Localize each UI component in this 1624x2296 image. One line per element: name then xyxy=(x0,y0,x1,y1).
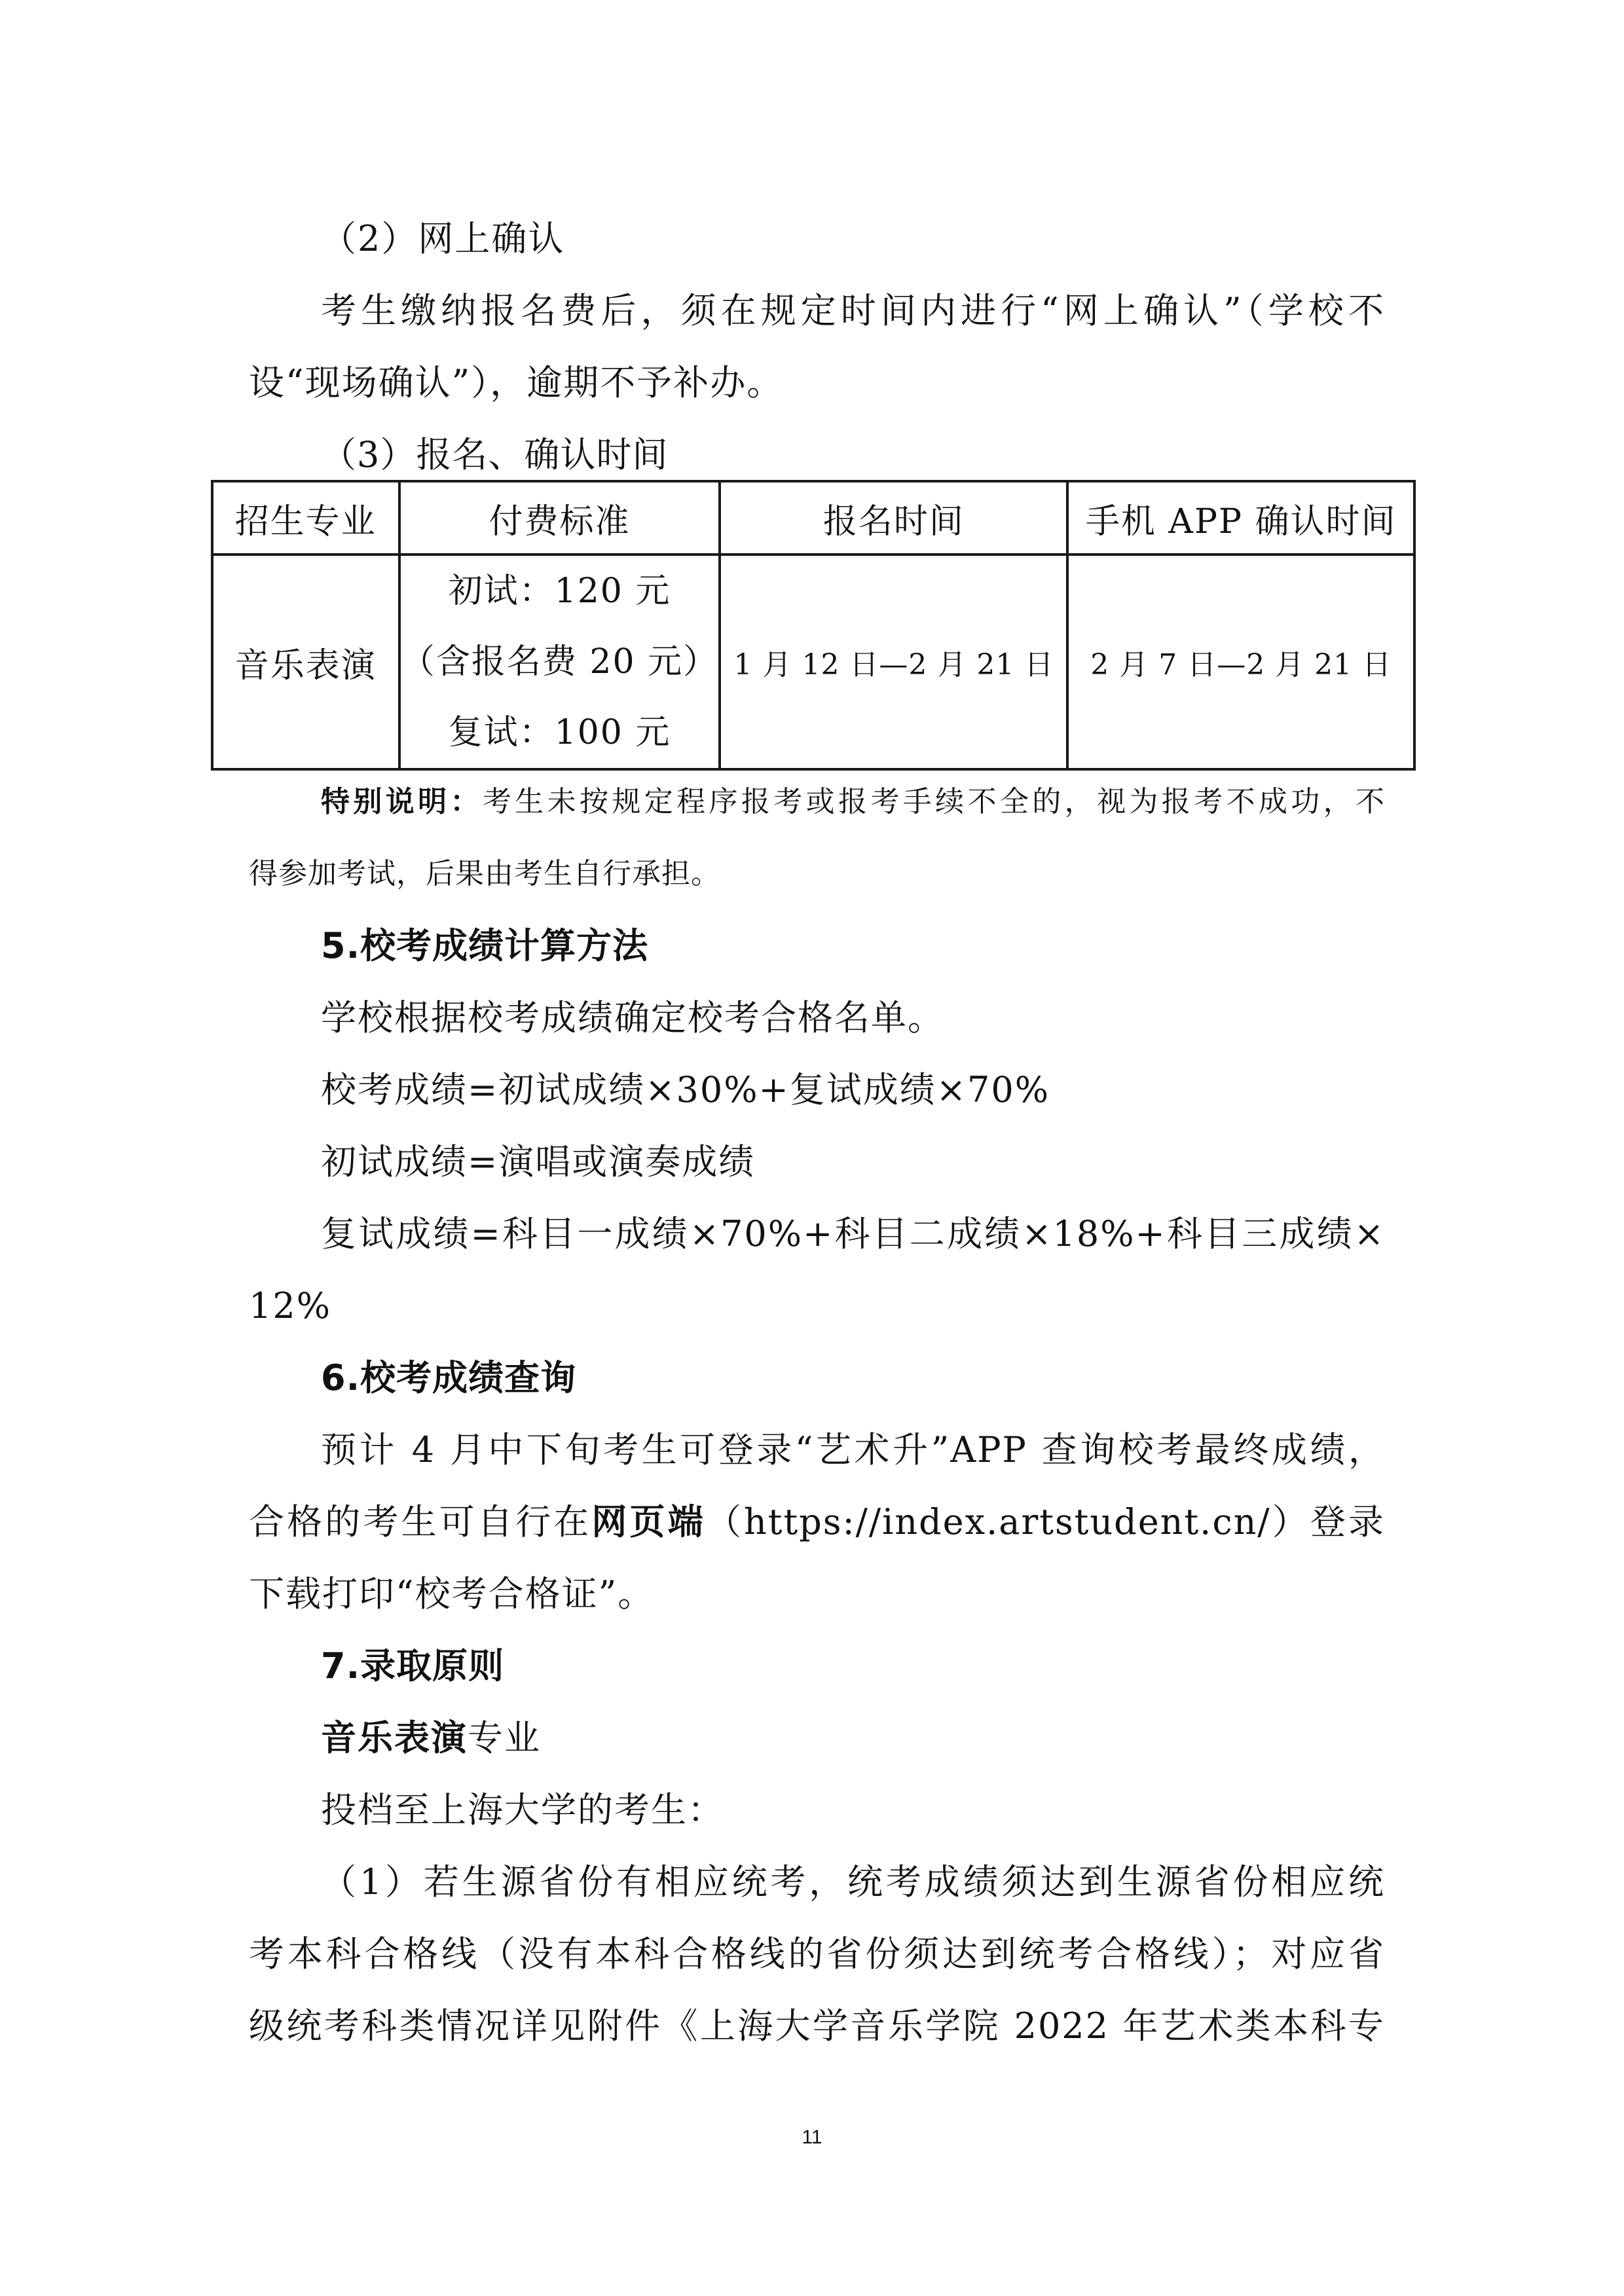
section-7-item-1-line-2: 考本科合格线（没有本科合格线的省份须达到统考合格线）；对应省 xyxy=(249,1933,1385,1975)
fee-line-includes: （含报名费 20 元） xyxy=(400,642,719,682)
section-6-line-2 xyxy=(249,1486,1385,1558)
special-note-line-1 xyxy=(321,766,1385,838)
section-5-line-2: 校考成绩=初试成绩×30%+复试成绩×70% xyxy=(321,1069,1050,1110)
fee-line-initial: 初试：120 元 xyxy=(448,572,671,611)
section-6-heading: 6.校考成绩查询 xyxy=(321,1357,577,1398)
web-portal-label: 网页端 xyxy=(591,1501,706,1542)
section-7-item-1-line-3: 级统考科类情况详见附件《上海大学音乐学院 2022 年艺术类本科专 xyxy=(249,2005,1385,2047)
special-note-line-2: 得参加考试，后果由考生自行承担。 xyxy=(249,857,720,890)
section-7-major-line xyxy=(321,1702,1385,1774)
registration-schedule-table xyxy=(211,480,1416,771)
artstudent-url-link: （https://index.artstudent.cn/）登录 xyxy=(705,1501,1386,1542)
cell-major: 音乐表演 xyxy=(212,555,399,769)
section-2-heading: （2）网上确认 xyxy=(321,218,565,259)
page-number: 11 xyxy=(802,2126,822,2148)
major-suffix: 专业 xyxy=(468,1717,541,1758)
special-note-text: 考生未按规定程序报考或报考手续不全的，视为报考不成功，不 xyxy=(482,785,1385,818)
section-7-intro: 投档至上海大学的考生： xyxy=(321,1789,724,1831)
section-5-heading: 5.校考成绩计算方法 xyxy=(321,925,649,966)
section-5-line-1: 学校根据校考成绩确定校考合格名单。 xyxy=(321,997,944,1038)
section-6-line-1: 预计 4 月中下旬考生可登录“艺术升”APP 查询校考最终成绩， xyxy=(321,1429,1385,1470)
fee-line-retest: 复试：100 元 xyxy=(448,713,671,752)
section-7-item-1-line-1: （1）若生源省份有相应统考，统考成绩须达到生源省份相应统 xyxy=(321,1861,1385,1903)
section-5-line-3: 初试成绩=演唱或演奏成绩 xyxy=(321,1141,756,1182)
table-header-row xyxy=(212,481,1414,555)
section-2-paragraph-line-1: 考生缴纳报名费后，须在规定时间内进行“网上确认”（学校不 xyxy=(321,290,1385,331)
table-header-app-confirm-time: 手机 APP 确认时间 xyxy=(1067,481,1414,555)
cell-app-confirm-time: 2 月 7 日—2 月 21 日 xyxy=(1067,555,1414,769)
section-2-paragraph-line-2: 设“现场确认”），逾期不予补办。 xyxy=(249,362,784,403)
section-6-line-3: 下载打印“校考合格证”。 xyxy=(249,1573,655,1614)
section-5-line-4: 复试成绩=科目一成绩×70%+科目二成绩×18%+科目三成绩× xyxy=(321,1213,1385,1254)
cell-fee xyxy=(399,555,720,769)
table-row xyxy=(212,555,1414,769)
table-header-major: 招生专业 xyxy=(212,481,399,555)
major-name: 音乐表演 xyxy=(321,1717,468,1758)
table-header-fee: 付费标准 xyxy=(399,481,720,555)
section-7-heading: 7.录取原则 xyxy=(321,1645,505,1686)
special-note-label: 特别说明： xyxy=(321,785,483,818)
table-header-registration-time: 报名时间 xyxy=(720,481,1067,555)
section-5-line-4-wrap: 12% xyxy=(249,1285,332,1326)
cell-registration-time: 1 月 12 日—2 月 21 日 xyxy=(720,555,1067,769)
section-3-heading: （3）报名、确认时间 xyxy=(321,434,669,475)
section-6-line-2-before: 合格的考生可自行在 xyxy=(249,1501,592,1542)
